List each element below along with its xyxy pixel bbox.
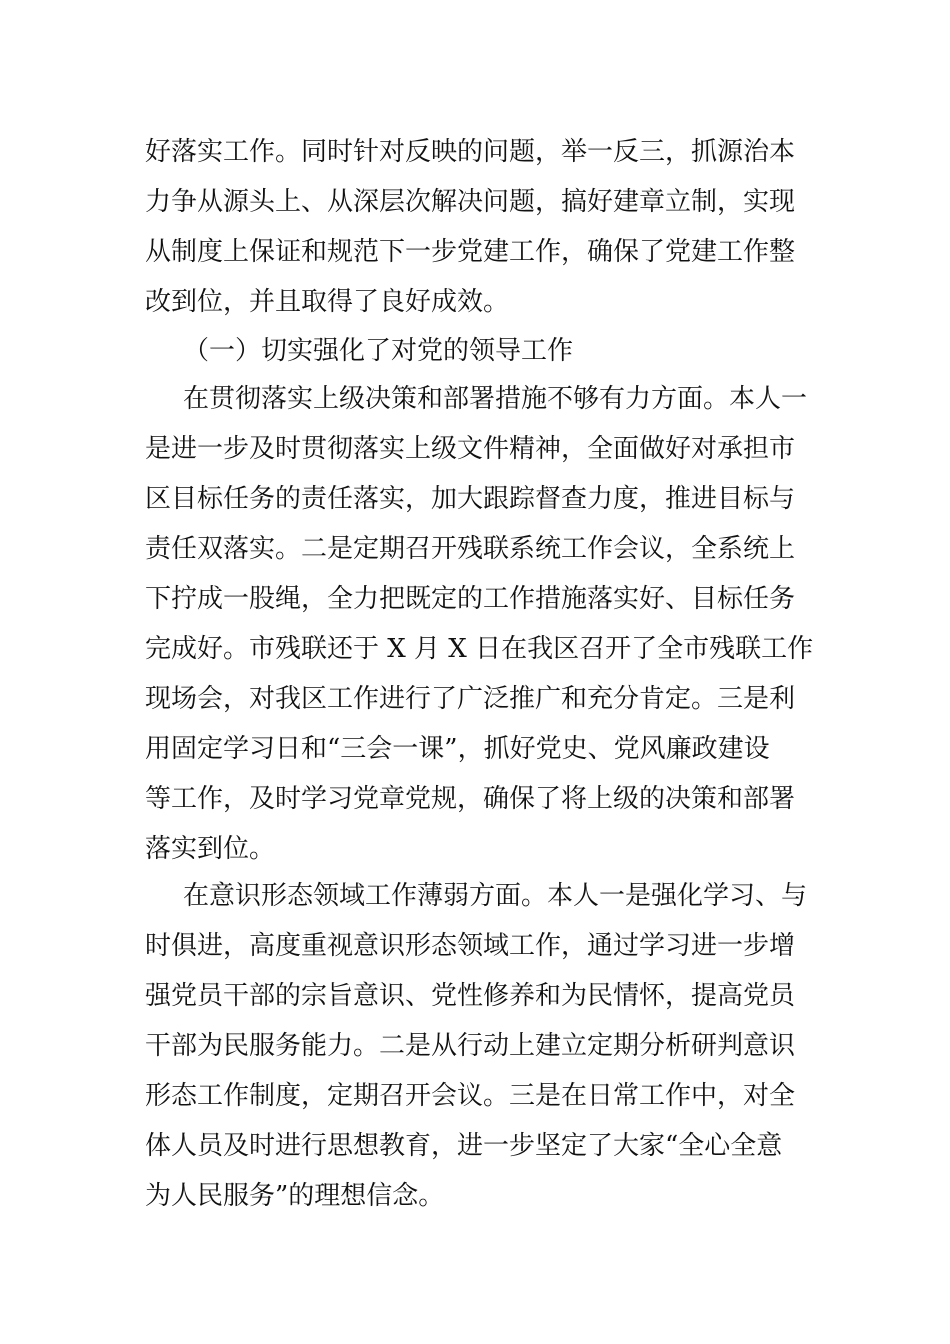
paragraph1-line: 用固定学习日和“三会一课”，抓好党史、党风廉政建设 [145, 734, 770, 764]
paragraph1-line: 落实到位。 [145, 834, 276, 864]
section-heading: （一）切实强化了对党的领导工作 [183, 336, 574, 366]
intro-line: 好落实工作。同时针对反映的问题，举一反三，抓源治本 [145, 137, 796, 167]
paragraph1-line: 完成好。市残联还于 X 月 X 日在我区召开了全市残联工作 [145, 634, 814, 664]
paragraph2-line: 时俱进，高度重视意识形态领域工作，通过学习进一步增 [145, 931, 796, 961]
paragraph1-line: 是进一步及时贯彻落实上级文件精神，全面做好对承担市 [145, 434, 796, 464]
paragraph1-line: 区目标任务的责任落实，加大跟踪督查力度，推进目标与 [145, 484, 796, 514]
intro-line: 从制度上保证和规范下一步党建工作，确保了党建工作整 [145, 237, 796, 267]
document-body [145, 0, 814, 1344]
paragraph2-line: 干部为民服务能力。二是从行动上建立定期分析研判意识 [145, 1031, 796, 1061]
paragraph2-line: 形态工作制度，定期召开会议。三是在日常工作中，对全 [145, 1081, 796, 1111]
paragraph1-line: 责任双落实。二是定期召开残联系统工作会议，全系统上 [145, 534, 796, 564]
paragraph2-line: 强党员干部的宗旨意识、党性修养和为民情怀，提高党员 [145, 981, 796, 1011]
paragraph1-line: 在贯彻落实上级决策和部署措施不够有力方面。本人一 [183, 384, 808, 414]
paragraph2-line: 在意识形态领域工作薄弱方面。本人一是强化学习、与 [183, 881, 808, 911]
paragraph2-line: 为人民服务”的理想信念。 [145, 1181, 445, 1211]
intro-line: 改到位，并且取得了良好成效。 [145, 287, 510, 317]
paragraph2-line: 体人员及时进行思想教育，进一步坚定了大家“全心全意 [145, 1131, 783, 1161]
paragraph1-line: 下拧成一股绳，全力把既定的工作措施落实好、目标任务 [145, 584, 796, 614]
paragraph1-line: 等工作，及时学习党章党规，确保了将上级的决策和部署 [145, 784, 796, 814]
intro-line: 力争从源头上、从深层次解决问题，搞好建章立制，实现 [145, 187, 796, 217]
paragraph1-line: 现场会，对我区工作进行了广泛推广和充分肯定。三是利 [145, 684, 796, 714]
